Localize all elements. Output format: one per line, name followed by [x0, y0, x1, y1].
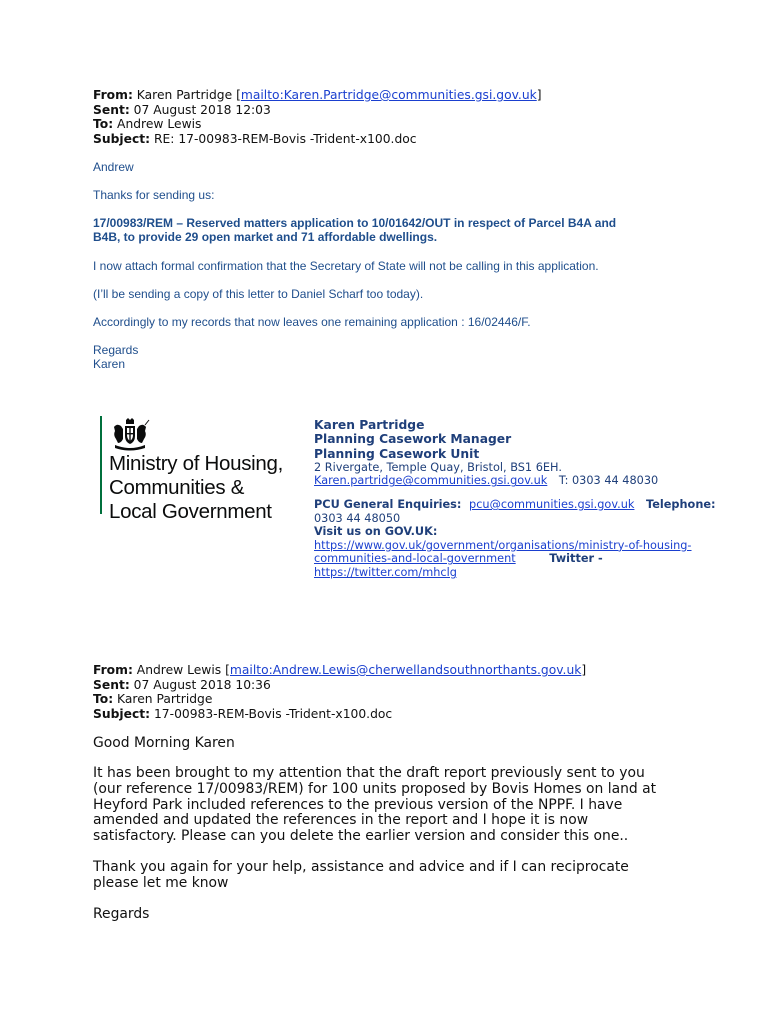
govuk-link-line-2[interactable]: communities-and-local-government [314, 552, 516, 566]
from-mailto-link[interactable]: mailto:Karen.Partridge@communities.gsi.gov.uk [240, 88, 537, 102]
signature-email-link[interactable]: Karen.partridge@communities.gsi.gov.uk [314, 474, 548, 488]
signature-block [314, 418, 744, 580]
subject-label: Subject: [93, 131, 151, 146]
subject-value: RE: 17-00983-REM-Bovis -Trident-x100.doc [153, 131, 417, 146]
body-line: (our reference 17/00983/REM) for 100 units proposed by Bovis Homes on land at [93, 780, 657, 797]
email1-signoff [93, 343, 138, 371]
subject-value: 17-00983-REM-Bovis -Trident-x100.doc [153, 706, 393, 721]
body-line: Heyford Park included references to the previous version of the NPPF. I have [93, 796, 623, 813]
body-line: It has been brought to my attention that the draft report previously sent to you [93, 765, 645, 781]
twitter-label: Twitter - [549, 552, 603, 566]
thanks-line: Thank you again for your help, assistance and advice and if I can reciprocate [93, 859, 629, 875]
enquiries-label: PCU General Enquiries: [314, 498, 462, 512]
enquiries-email-link[interactable]: pcu@communities.gsi.gov.uk [469, 498, 635, 512]
to-label: To: [93, 117, 114, 131]
email2-header [93, 663, 753, 721]
email1-thanks-paragraph: Thanks for sending us: [93, 188, 215, 202]
royal-coat-of-arms-icon [110, 417, 150, 453]
signature-phone: T: 0303 44 48030 [558, 474, 659, 488]
sent-value: 07 August 2018 12:03 [133, 102, 271, 117]
email1-records-paragraph: Accordingly to my records that now leaves one remaining application : 16/02446/F. [93, 315, 531, 329]
email1-subject-line [93, 132, 753, 147]
email2-body-paragraph [93, 766, 753, 845]
email1-from-line: From: Karen Partridge [mailto:Karen.Partridge@communities.gsi.gov.uk] [93, 88, 542, 102]
email1-header [93, 88, 753, 146]
email2-greeting: Good Morning Karen [93, 735, 235, 751]
email2-to-line [93, 692, 753, 707]
email2-subject-line [93, 707, 753, 722]
email2-signoff: Regards [93, 906, 150, 922]
application-line-1: 17/00983/REM – Reserved matters application to 10/01642/OUT in respect of Parcel B4A and [93, 216, 617, 230]
signoff-regards: Regards [93, 343, 139, 357]
telephone-label: Telephone: [646, 498, 716, 512]
signature-title: Planning Casework Manager [314, 432, 512, 447]
telephone-value: 0303 44 48050 [314, 511, 401, 525]
sent-label: Sent: [93, 102, 130, 117]
department-logo-text [109, 452, 283, 524]
from-label: From: [93, 88, 133, 102]
from-label: From: [93, 663, 133, 677]
from-name: Andrew Lewis [136, 663, 222, 677]
email2-from-line: From: Andrew Lewis [mailto:Andrew.Lewis@cherwellandsouthnorthants.gov.uk] [93, 663, 587, 677]
logo-line-3: Local Government [109, 500, 272, 523]
sent-value: 07 August 2018 10:36 [133, 677, 271, 692]
body-line: satisfactory. Please can you delete the earlier version and consider this one.. [93, 828, 629, 845]
govuk-link-line-1[interactable]: https://www.gov.uk/government/organisations/ministry-of-housing- [314, 538, 692, 552]
email2-sent-line [93, 678, 753, 693]
email1-attach-paragraph: I now attach formal confirmation that the Secretary of State will not be calling in this application. [93, 259, 599, 273]
logo-stripe [100, 416, 102, 514]
email1-sent-line [93, 103, 753, 118]
to-label: To: [93, 692, 114, 706]
subject-label: Subject: [93, 706, 151, 721]
email1-copy-paragraph: (I’ll be sending a copy of this letter to Daniel Scharf too today). [93, 287, 424, 301]
to-value: Andrew Lewis [117, 117, 202, 131]
thanks-line: please let me know [93, 874, 229, 891]
email1-application-paragraph [93, 216, 753, 244]
logo-line-2: Communities & [109, 476, 245, 499]
signoff-name: Karen [93, 357, 126, 371]
email2-thanks-paragraph [93, 860, 753, 892]
from-name: Karen Partridge [136, 88, 233, 102]
signature-name: Karen Partridge [314, 418, 425, 432]
application-line-2: B4B, to provide 29 open market and 71 affordable dwellings. [93, 230, 438, 244]
email1-to-line [93, 117, 753, 132]
logo-line-1: Ministry of Housing, [109, 452, 284, 475]
body-line: amended and updated the references in the report and I hope it is now [93, 812, 589, 829]
signature-unit: Planning Casework Unit [314, 446, 480, 461]
twitter-link[interactable]: https://twitter.com/mhclg [314, 566, 457, 580]
email1-greeting: Andrew [93, 160, 134, 174]
sent-label: Sent: [93, 677, 130, 692]
from-mailto-link[interactable]: mailto:Andrew.Lewis@cherwellandsouthnorthants.gov.uk [229, 663, 582, 677]
signature-address: 2 Rivergate, Temple Quay, Bristol, BS1 6EH. [314, 460, 562, 474]
to-value: Karen Partridge [117, 692, 213, 706]
visit-govuk-label: Visit us on GOV.UK: [314, 525, 438, 539]
